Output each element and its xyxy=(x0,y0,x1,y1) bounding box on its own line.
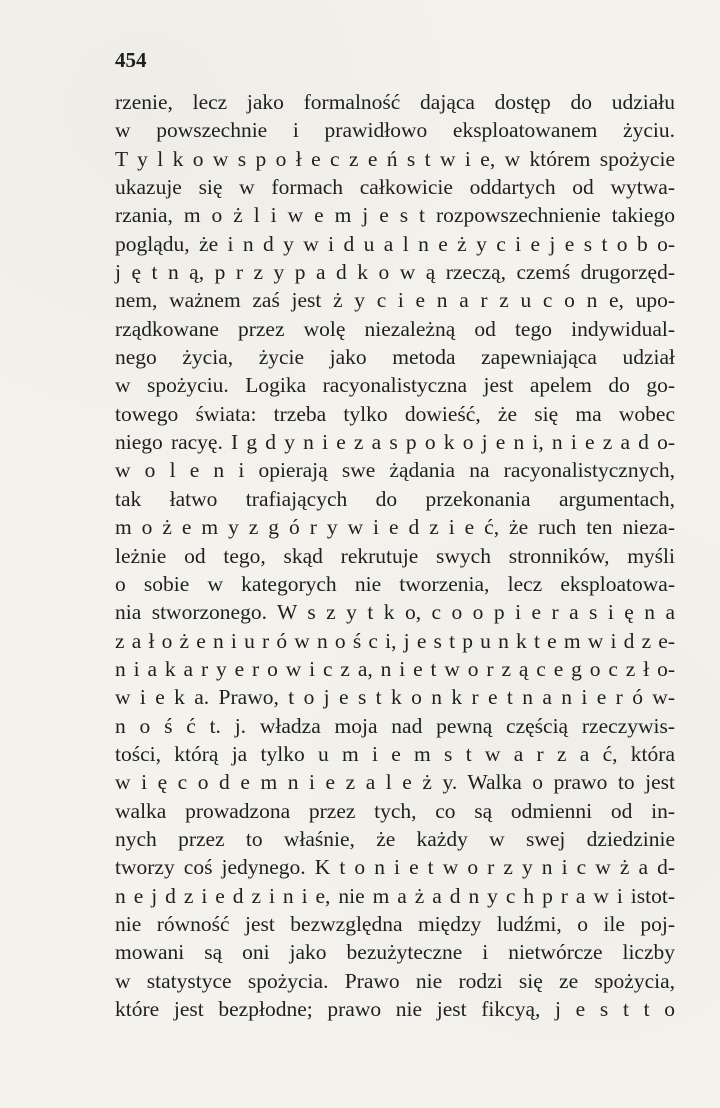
text-line: T y l k o w s p o ł e c z e ń s t w i e, w którem spożycie xyxy=(115,146,675,171)
text-line: w statystyce spożycia. Prawo nie rodzi się ze spożycia, xyxy=(115,968,675,993)
text-line: w spożyciu. Logika racyonalistyczna jest apelem do go- xyxy=(115,373,675,398)
text-line: z a ł o ż e n i u r ó w n o ś c i, j e s t p u n k t e m w i d z e- xyxy=(115,628,675,653)
text-line: rzenie, lecz jako formalność dająca dostęp do udziału xyxy=(115,90,675,114)
text-line: o sobie w kategorych nie tworzenia, lecz eksploatowa- xyxy=(115,571,675,596)
text-line: poglądu, że i n d y w i d u a l n e ż y c i e j e s t o b o- xyxy=(115,231,675,256)
text-line: nego życia, życie jako metoda zapewniająca udział xyxy=(115,345,675,370)
text-line: w o l e n i opierają swe żądania na racyonalistycznych, xyxy=(115,458,675,483)
text-line: n o ś ć t. j. władza moja nad pewną częścią rzeczywis- xyxy=(115,713,675,738)
text-line: nem, ważnem zaś jest ż y c i e n a r z u c o n e, upo- xyxy=(115,288,675,313)
text-line: mowani są oni jako bezużyteczne i nietwórcze liczby xyxy=(115,940,675,965)
text-line: rządkowane przez wolę niezależną od tego indywidual- xyxy=(115,316,675,341)
body-text xyxy=(115,88,675,1023)
text-line: niego racyę. I g d y n i e z a s p o k o j e n i, n i e z a d o- xyxy=(115,430,675,455)
text-line: tak łatwo trafiających do przekonania argumentach, xyxy=(115,486,675,511)
text-line: leżnie od tego, skąd rekrutuje swych stronników, myśli xyxy=(115,543,675,568)
text-line: j ę t n ą, p r z y p a d k o w ą rzeczą, czemś drugorzęd- xyxy=(115,260,675,285)
text-line: nia stworzonego. W s z y t k o, c o o p i e r a s i ę n a xyxy=(115,600,675,625)
text-line: nie równość jest bezwzględna między ludźmi, o ile poj- xyxy=(115,911,675,936)
page-number: 454 xyxy=(115,48,147,72)
text-line: tości, którą ja tylko u m i e m s t w a r z a ć, która xyxy=(115,741,675,766)
text-line: n e j d z i e d z i n i e, nie m a ż a d n y c h p r a w i istot- xyxy=(115,883,675,908)
text-line: tworzy coś jedynego. K t o n i e t w o r z y n i c w ż a d- xyxy=(115,855,675,880)
text-line: które jest bezpłodne; prawo nie jest fikcyą, j e s t t o xyxy=(115,997,675,1021)
text-line: w i e k a. Prawo, t o j e s t k o n k r e t n a n i e r ó w- xyxy=(115,685,675,710)
text-line: walka prowadzona przez tych, co są odmienni od in- xyxy=(115,798,675,823)
text-line: n i a k a r y e r o w i c z a, n i e t w o r z ą c e g o c z ł o- xyxy=(115,656,675,681)
text-line: ukazuje się w formach całkowicie oddartych od wytwa- xyxy=(115,175,675,200)
text-line: m o ż e m y z g ó r y w i e d z i e ć, że ruch ten nieza- xyxy=(115,515,675,540)
text-line: rzania, m o ż l i w e m j e s t rozpowszechnienie takiego xyxy=(115,203,675,228)
text-line: w i ę c o d e m n i e z a l e ż y. Walka o prawo to jest xyxy=(115,770,675,795)
text-line: towego świata: trzeba tylko dowieść, że się ma wobec xyxy=(115,401,675,426)
text-line: nych przez to właśnie, że każdy w swej dziedzinie xyxy=(115,826,675,851)
text-line: w powszechnie i prawidłowo eksploatowanem życiu. xyxy=(115,118,675,143)
